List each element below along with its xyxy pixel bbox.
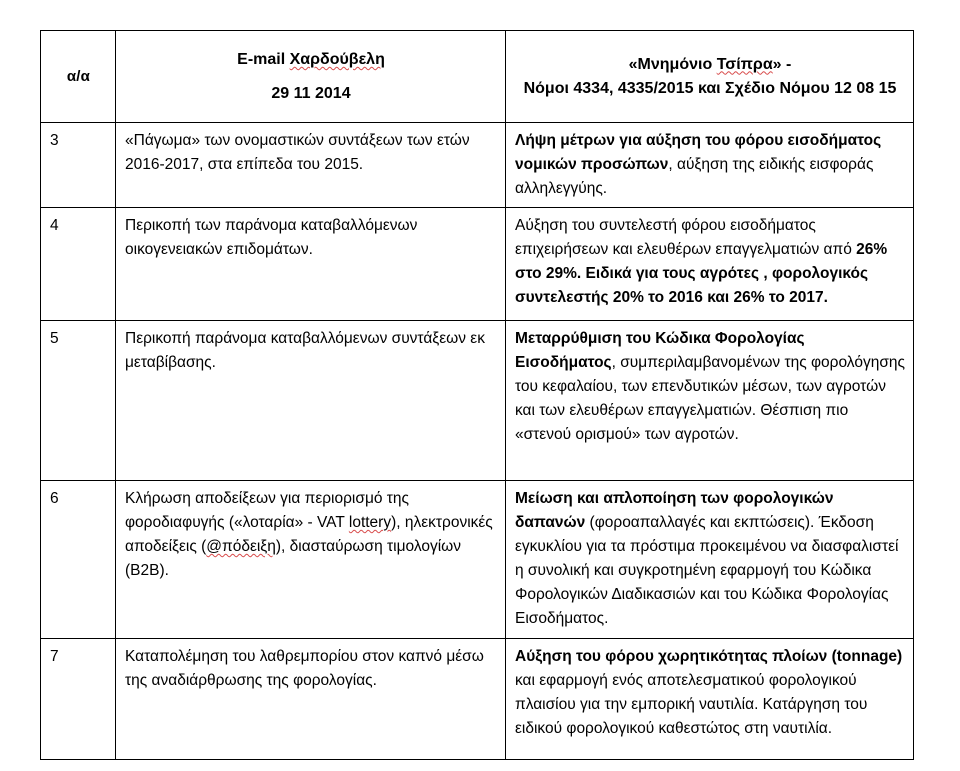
header-email-prefix: E-mail: [237, 50, 290, 68]
table-row: [41, 208, 914, 321]
row-index: 4: [41, 208, 116, 321]
row-memo-emphasis: Μείωση και απλοποίηση των φορολογικών δαπανών: [515, 490, 834, 532]
row-memo-emphasis: 26% στο 29%. Ειδικά για τους αγρότες , φορολογικός συντελεστής 20% το 2016 και 26% το 2017.: [515, 241, 888, 307]
row-email-part-one: Κλήρωση αποδείξεων για περιορισμό της φοροδιαφυγής («λοταρία» - VAT: [125, 490, 410, 532]
header-index-label: α/α: [66, 67, 91, 85]
comparison-table: [40, 30, 914, 760]
row-email-text: «Πάγωμα» των ονομαστικών συντάξεων των ετών 2016-2017, στα επίπεδα του 2015.: [116, 123, 506, 208]
table-row: [41, 639, 914, 760]
header-cell-memo: [506, 31, 914, 123]
table-row: [41, 321, 914, 481]
header-cell-email: [116, 31, 506, 123]
row-memo-text: [506, 208, 914, 321]
row-email-flagged-apodeixi: @πόδειξη: [206, 538, 276, 556]
row-index: 6: [41, 481, 116, 639]
row-email-text: [116, 481, 506, 639]
row-email-part-three: ), διασταύρωση τιμολογίων (B2B).: [125, 538, 462, 580]
row-memo-text: [506, 481, 914, 639]
row-memo-remainder: (φοροαπαλλαγές και εκπτώσεις). Έκδοση εγκυκλίου για τα πρόστιμα προκειμένου να διασφαλιστεί η συνολική και συγκροτημένη εφαρμογή του Κώδικα Φορολογικών Διαδικασιών και του Κώδικα Φορολογίας Εισοδήματος.: [515, 514, 899, 628]
row-email-text: Περικοπή των παράνομα καταβαλλόμενων οικογενειακών επιδομάτων.: [116, 208, 506, 321]
header-email-line1: [125, 43, 497, 77]
row-index: 5: [41, 321, 116, 481]
row-email-flagged-lottery: lottery: [348, 514, 392, 532]
row-email-text: Περικοπή παράνομα καταβαλλόμενων συντάξεων εκ μεταβίβασης.: [116, 321, 506, 481]
header-memo-date: 08 15: [856, 79, 897, 97]
row-index: 7: [41, 639, 116, 760]
row-memo-emphasis: Μεταρρύθμιση του Κώδικα Φορολογίας Εισοδήματος: [515, 330, 805, 372]
header-email-line2: 29 11 2014: [271, 84, 351, 102]
row-memo-emphasis: Αύξηση του φόρου χωρητικότητας πλοίων (tonnage): [515, 648, 903, 666]
row-memo-text: [506, 321, 914, 481]
row-email-part-two: ), ηλεκτρονικές αποδείξεις (: [125, 514, 493, 556]
header-email-name-flagged: Χαρδούβελη: [289, 50, 385, 68]
header-memo-prefix: «Μνημόνιο: [628, 55, 717, 73]
row-memo-remainder: , αύξηση της ειδικής εισφοράς αλληλεγγύης.: [515, 156, 874, 198]
row-email-text: Καταπολέμηση του λαθρεμπορίου στον καπνό μέσω της αναδιάρθρωσης της φορολογίας.: [116, 639, 506, 760]
table-row: [41, 123, 914, 208]
header-memo-line1: [515, 53, 905, 77]
table-header-row: [41, 31, 914, 123]
table-row: [41, 481, 914, 639]
row-index: 3: [41, 123, 116, 208]
header-memo-laws: Νόμοι 4334, 4335/2015 και Σχέδιο Νόμου 12: [523, 79, 852, 97]
row-memo-remainder: και εφαρμογή ενός αποτελεσματικού φορολογικού πλαισίου για την εμπορική ναυτιλία. Κατάργηση του ειδικού φορολογικού καθεστώτος στη ναυτιλία.: [515, 672, 868, 738]
row-memo-text: [506, 123, 914, 208]
row-memo-lead: Αύξηση του συντελεστή φόρου εισοδήματος επιχειρήσεων και ελευθέρων επαγγελματιών από: [515, 217, 857, 259]
header-cell-index: [41, 31, 116, 123]
header-memo-line2: [515, 77, 905, 101]
row-memo-remainder: , συμπεριλαμβανομένων της φορολόγησης του κεφαλαίου, των επενδυτικών μέσων, των αγροτών και των ελευθέρων επαγγελματιών. Θέσπιση πιο «στενού ορισμού» των αγροτών.: [515, 354, 905, 444]
row-memo-emphasis: Λήψη μέτρων για αύξηση του φόρου εισοδήματος νομικών προσώπων: [515, 132, 882, 174]
header-memo-name-flagged: Τσίπρα: [716, 55, 773, 73]
header-memo-suffix: » -: [772, 55, 792, 73]
row-memo-text: [506, 639, 914, 760]
